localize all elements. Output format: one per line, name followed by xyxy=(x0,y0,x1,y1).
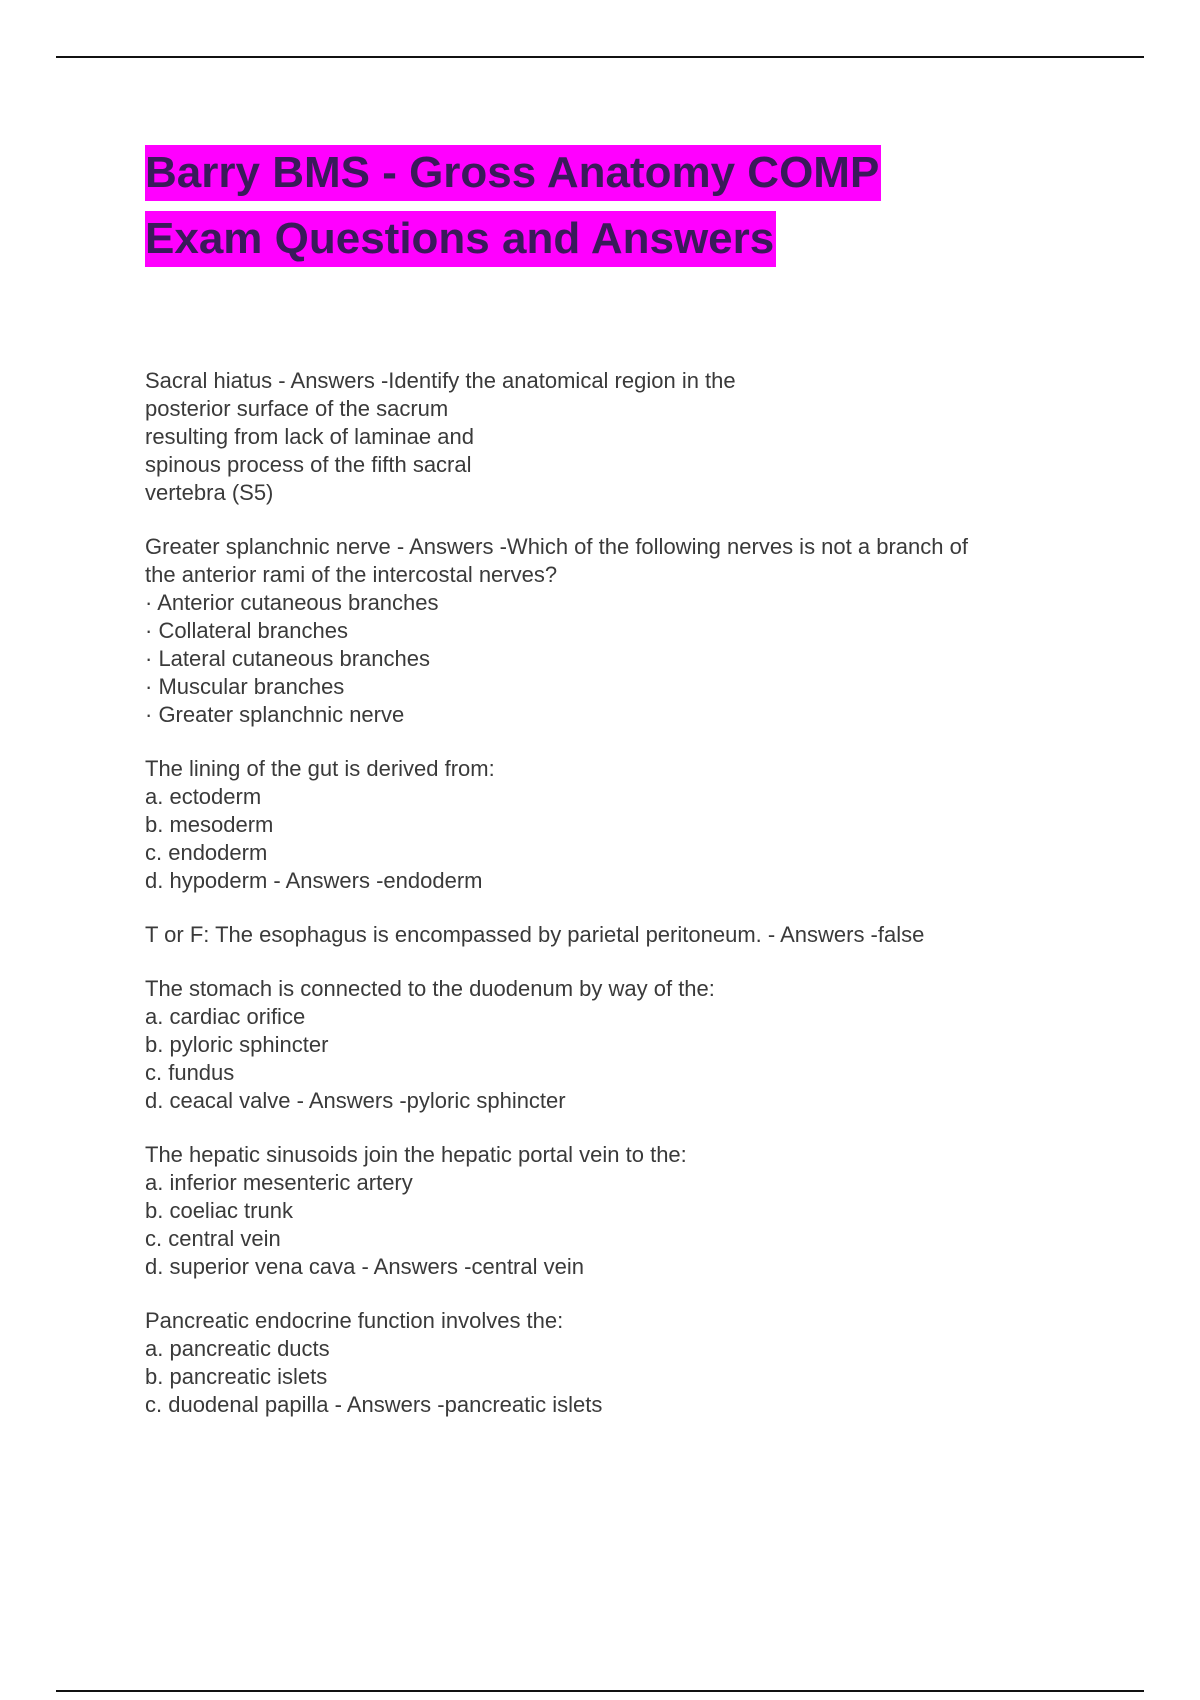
qa-list xyxy=(145,367,1065,1445)
title-line-1: Barry BMS - Gross Anatomy COMP xyxy=(145,145,881,201)
qa-option: · Collateral branches xyxy=(145,618,348,643)
qa-option: b. coeliac trunk xyxy=(145,1198,293,1223)
qa-option: a. inferior mesenteric artery xyxy=(145,1170,413,1195)
qa-option: d. hypoderm - Answers -endoderm xyxy=(145,868,483,893)
qa-item-splanchnic-nerve xyxy=(145,533,1065,729)
qa-option: · Lateral cutaneous branches xyxy=(145,646,430,671)
qa-option: d. ceacal valve - Answers -pyloric sphincter xyxy=(145,1088,566,1113)
qa-line: posterior surface of the sacrum xyxy=(145,396,449,421)
qa-option: a. pancreatic ducts xyxy=(145,1336,330,1361)
qa-option: c. endoderm xyxy=(145,840,268,865)
qa-option: b. pyloric sphincter xyxy=(145,1032,329,1057)
qa-line: resulting from lack of laminae and xyxy=(145,424,474,449)
qa-option: · Anterior cutaneous branches xyxy=(145,590,439,615)
qa-option: c. duodenal papilla - Answers -pancreatic islets xyxy=(145,1392,603,1417)
qa-line: spinous process of the fifth sacral xyxy=(145,452,472,477)
qa-line: Greater splanchnic nerve - Answers -Which of the following nerves is not a branch of xyxy=(145,534,968,559)
qa-option: d. superior vena cava - Answers -central vein xyxy=(145,1254,584,1279)
top-rule xyxy=(56,56,1144,58)
qa-item-sacral-hiatus xyxy=(145,367,1065,507)
qa-item-gut-lining xyxy=(145,755,1065,895)
qa-item-esophagus xyxy=(145,921,1065,949)
document-title xyxy=(145,145,1045,277)
qa-item-hepatic-sinusoids xyxy=(145,1141,1065,1281)
qa-option: c. central vein xyxy=(145,1226,281,1251)
qa-question: Pancreatic endocrine function involves the: xyxy=(145,1308,564,1333)
qa-option: · Muscular branches xyxy=(145,674,345,699)
qa-option: b. mesoderm xyxy=(145,812,274,837)
qa-question: The stomach is connected to the duodenum by way of the: xyxy=(145,976,715,1001)
qa-option: a. ectoderm xyxy=(145,784,262,809)
qa-line: vertebra (S5) xyxy=(145,480,274,505)
title-line-2: Exam Questions and Answers xyxy=(145,211,776,267)
bottom-rule xyxy=(56,1690,1144,1692)
qa-option: a. cardiac orifice xyxy=(145,1004,306,1029)
qa-option: · Greater splanchnic nerve xyxy=(145,702,405,727)
qa-line: T or F: The esophagus is encompassed by parietal peritoneum. - Answers -false xyxy=(145,922,925,947)
qa-line: Sacral hiatus - Answers -Identify the anatomical region in the xyxy=(145,368,736,393)
qa-option: c. fundus xyxy=(145,1060,235,1085)
qa-line: the anterior rami of the intercostal nerves? xyxy=(145,562,558,587)
qa-item-pancreatic-function xyxy=(145,1307,1065,1419)
qa-option: b. pancreatic islets xyxy=(145,1364,328,1389)
qa-question: The hepatic sinusoids join the hepatic portal vein to the: xyxy=(145,1142,687,1167)
qa-question: The lining of the gut is derived from: xyxy=(145,756,495,781)
qa-item-stomach xyxy=(145,975,1065,1115)
